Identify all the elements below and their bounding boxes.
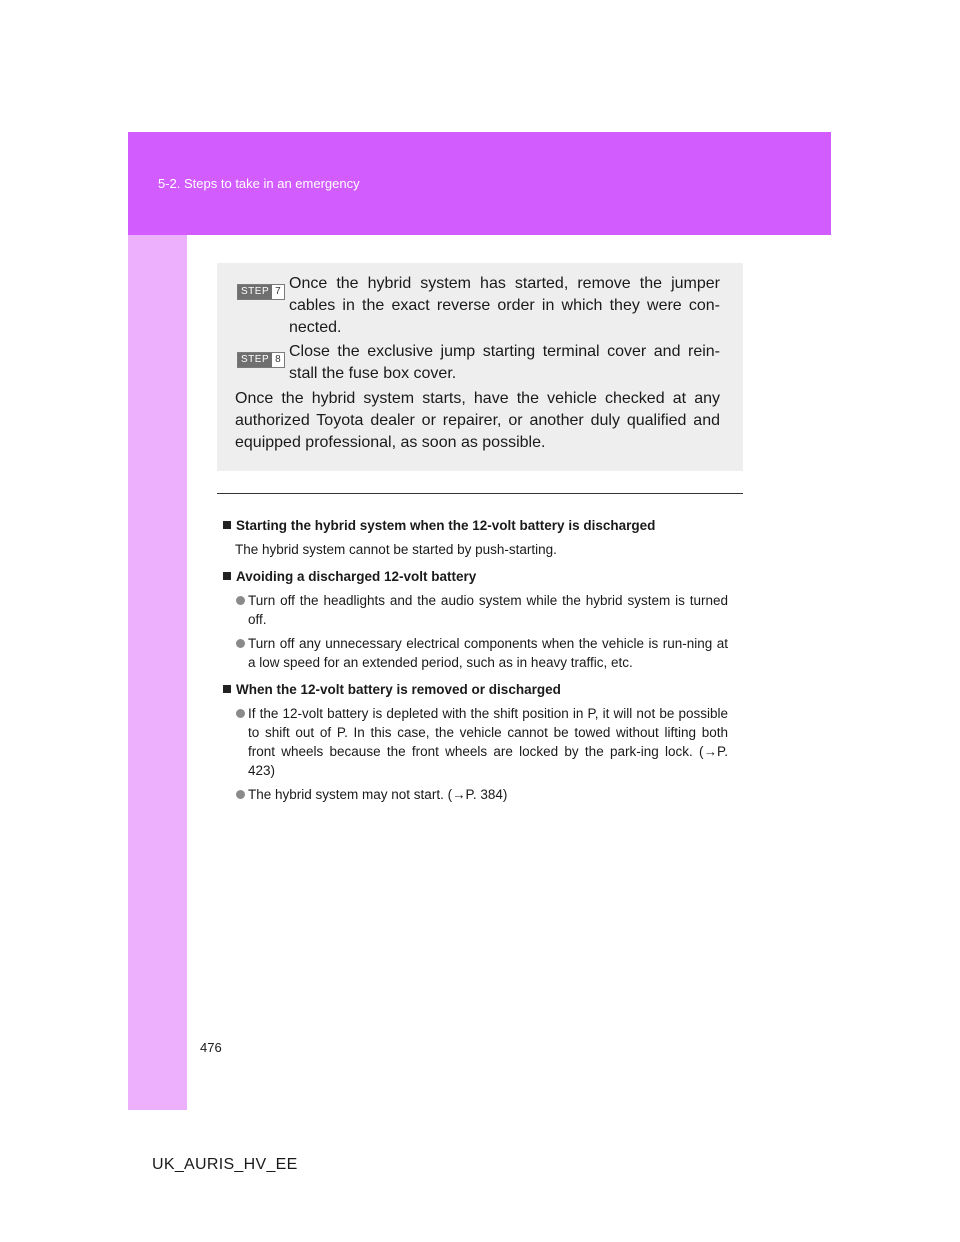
step-8 [237,341,720,385]
round-bullet-icon [236,709,245,718]
list-item [222,704,728,780]
round-bullet-icon [236,790,245,799]
list-item [222,785,728,804]
note-heading-text: When the 12-volt battery is removed or discharged [236,682,561,697]
divider [217,493,743,494]
list-item [222,634,728,672]
square-bullet-icon [223,572,231,580]
box-paragraph: Once the hybrid system starts, have the vehicle checked at any authorized Toyota dealer or repairer, or another duly qualified and equipped professional, as soon as possible. [235,390,720,451]
list-item-text: If the 12-volt battery is depleted with the shift position in P, it will not be possible to shift out of P. In this case, the vehicle cannot be towed without lifting both front wheels because the front wheels are locked by the park-ing lock. (→P. 423) [248,706,728,778]
square-bullet-icon [223,685,231,693]
step-7 [237,273,720,339]
step-badge-word: STEP [238,353,272,367]
document-code: UK_AURIS_HV_EE [152,1156,298,1173]
notes-section [222,510,728,804]
step-badge-number: 7 [272,285,284,299]
round-bullet-icon [236,639,245,648]
page-number: 476 [200,1040,222,1055]
note-heading-text: Avoiding a discharged 12-volt battery [236,569,477,584]
section-title: 5-2. Steps to take in an emergency [158,176,360,191]
step-badge [237,284,285,300]
step-badge [237,352,285,368]
list-item-text: Turn off any unnecessary electrical components when the vehicle is run-ning at a low speed for an extended period, such as in heavy traffic, etc. [248,636,728,670]
note-heading [222,680,728,699]
round-bullet-icon [236,596,245,605]
step-badge-word: STEP [238,285,272,299]
list-item-text: Turn off the headlights and the audio system while the hybrid system is turned off. [248,593,728,627]
note-body: The hybrid system cannot be started by push-starting. [235,542,557,557]
step-box [217,263,743,471]
square-bullet-icon [223,521,231,529]
step-text: Once the hybrid system has started, remove the jumper cables in the exact reverse order in which they were con-nected. [289,275,720,336]
list-item [222,591,728,629]
side-band [128,235,187,1110]
note-heading-text: Starting the hybrid system when the 12-volt battery is discharged [236,518,656,533]
note-heading [222,516,728,535]
step-text: Close the exclusive jump starting terminal cover and rein-stall the fuse box cover. [289,343,720,382]
note-heading [222,567,728,586]
step-badge-number: 8 [272,353,284,367]
list-item-text: The hybrid system may not start. (→P. 384) [248,787,508,802]
